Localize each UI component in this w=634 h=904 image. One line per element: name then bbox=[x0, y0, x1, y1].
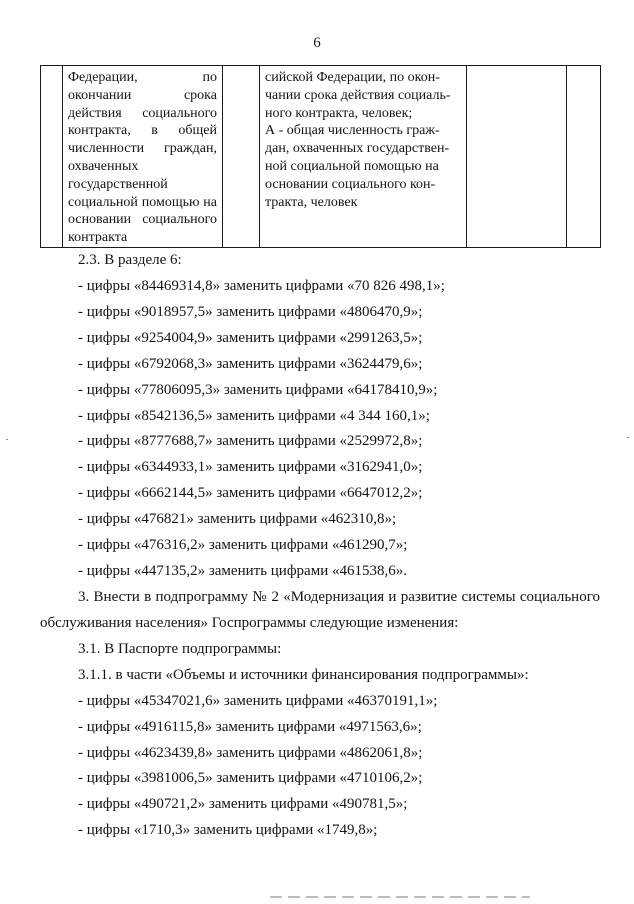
section-heading: 3.1.1. в части «Объемы и источники финансирования подпрограммы»: bbox=[78, 666, 529, 683]
replacement-item: - цифры «8542136,5» заменить цифрами «4 344 160,1»; bbox=[78, 407, 430, 424]
table-cell-indicator-text: Федерации, по окончании срока действия социального контракта, в общей численности граждан, охваченных государственной социальной помощью на основании социального контракта bbox=[63, 66, 223, 248]
document-body bbox=[40, 248, 600, 844]
formula-line: А - общая численность граж- bbox=[265, 123, 440, 139]
replacement-item: - цифры «8777688,7» заменить цифрами «2529972,8»; bbox=[78, 433, 423, 450]
replacement-item: - цифры «9254004,9» заменить цифрами «2991263,5»; bbox=[78, 329, 423, 346]
replacement-item: - цифры «3981006,5» заменить цифрами «4710106,2»; bbox=[78, 770, 423, 787]
replacement-item: - цифры «4916115,8» заменить цифрами «4971563,6»; bbox=[78, 718, 422, 735]
table-cell-empty bbox=[467, 66, 567, 248]
table-cell-formula-text bbox=[260, 66, 467, 248]
formula-line: тракта, человек bbox=[265, 194, 358, 210]
table-cell-empty bbox=[223, 66, 260, 248]
replacement-item: - цифры «1710,3» заменить цифрами «1749,8»; bbox=[78, 822, 378, 839]
replacement-item: - цифры «6662144,5» заменить цифрами «6647012,2»; bbox=[78, 485, 423, 502]
replacement-item: - цифры «476316,2» заменить цифрами «461290,7»; bbox=[78, 537, 408, 554]
replacement-item: - цифры «490721,2» заменить цифрами «490781,5»; bbox=[78, 796, 408, 813]
section-heading: 3.1. В Паспорте подпрограммы: bbox=[78, 640, 282, 657]
paragraph-line: обслуживания населения» Госпрограммы следующие изменения: bbox=[40, 614, 459, 631]
paragraph-line: 3. Внести в подпрограмму № 2 «Модернизация и развитие системы социального bbox=[78, 588, 600, 605]
replacement-item: - цифры «6344933,1» заменить цифрами «3162941,0»; bbox=[78, 459, 423, 476]
table-cell-empty bbox=[567, 66, 601, 248]
page-number: 6 bbox=[313, 35, 321, 51]
section-heading: 2.3. В разделе 6: bbox=[78, 252, 182, 268]
formula-line: сийской Федерации, по окон- bbox=[265, 70, 440, 85]
replacement-item: - цифры «77806095,3» заменить цифрами «64178410,9»; bbox=[78, 381, 438, 398]
replacement-item: - цифры «45347021,6» заменить цифрами «46370191,1»; bbox=[78, 692, 438, 709]
scan-speck bbox=[6, 439, 8, 440]
scan-footer-residue bbox=[270, 896, 530, 898]
formula-line: основании социального кон- bbox=[265, 176, 436, 192]
formula-line: дан, охваченных государствен- bbox=[265, 141, 450, 157]
replacement-item: - цифры «9018957,5» заменить цифрами «4806470,9»; bbox=[78, 303, 423, 320]
table-cell-empty bbox=[41, 66, 63, 248]
replacement-item: - цифры «447135,2» заменить цифрами «461538,6». bbox=[78, 563, 407, 580]
formula-line: чании срока действия социаль- bbox=[265, 87, 451, 103]
indicator-table bbox=[40, 65, 601, 248]
replacement-item: - цифры «84469314,8» заменить цифрами «70 826 498,1»; bbox=[78, 277, 445, 294]
replacement-item: - цифры «4623439,8» заменить цифрами «4862061,8»; bbox=[78, 744, 423, 761]
replacement-item: - цифры «6792068,3» заменить цифрами «3624479,6»; bbox=[78, 355, 423, 372]
formula-line: ного контракта, человек; bbox=[265, 105, 413, 121]
replacement-item: - цифры «476821» заменить цифрами «462310,8»; bbox=[78, 511, 397, 528]
formula-line: ной социальной помощью на bbox=[265, 158, 439, 174]
table-row bbox=[41, 66, 601, 248]
scan-speck bbox=[627, 437, 629, 438]
